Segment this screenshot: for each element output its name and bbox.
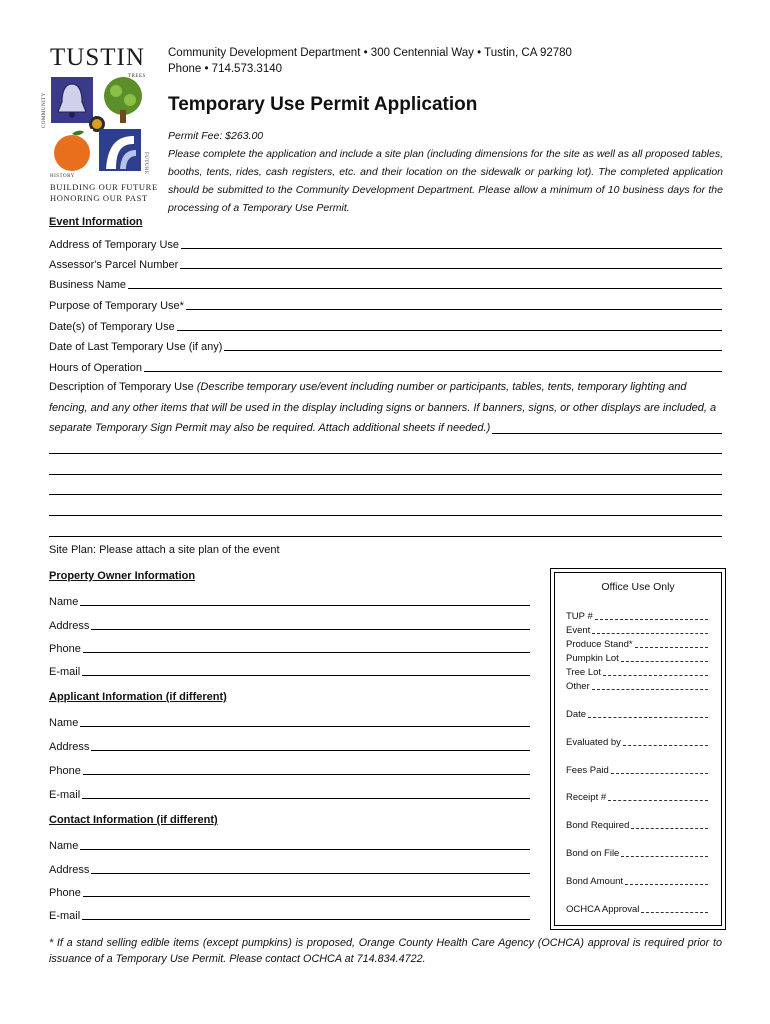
department-phone: Phone • 714.573.3140 <box>168 63 283 75</box>
office-line[interactable] <box>621 661 708 662</box>
office-label: Pumpkin Lot <box>566 653 619 664</box>
office-other[interactable] <box>566 679 708 692</box>
applicant-phone-field[interactable] <box>49 761 530 777</box>
office-line[interactable] <box>595 619 708 620</box>
logo-future: FUTURE <box>143 152 148 175</box>
field-label: Name <box>49 717 79 729</box>
field-line[interactable] <box>82 798 530 799</box>
field-line[interactable] <box>83 896 530 897</box>
description-of-temporary-use <box>49 377 724 439</box>
contact-email-field[interactable] <box>49 906 530 922</box>
field-label: Phone <box>49 643 81 655</box>
field-line[interactable] <box>180 268 722 269</box>
field-line[interactable] <box>83 652 530 653</box>
field-label: Name <box>49 596 79 608</box>
office-bond-amount[interactable] <box>566 874 708 887</box>
office-line[interactable] <box>608 800 708 801</box>
applicant-heading: Applicant Information (if different) <box>49 691 227 703</box>
description-line[interactable] <box>49 474 722 475</box>
field-line[interactable] <box>91 750 530 751</box>
contact-phone-field[interactable] <box>49 883 530 899</box>
field-purpose-of-temporary-use[interactable] <box>49 296 722 312</box>
field-address-of-temporary-use[interactable] <box>49 235 722 251</box>
field-date-of-last-temporary-use[interactable] <box>49 337 722 353</box>
field-line[interactable] <box>177 330 722 331</box>
description-line[interactable] <box>49 515 722 516</box>
field-label: Hours of Operation <box>49 362 142 374</box>
ochca-footnote: * If a stand selling edible items (except pumpkins) is proposed, Orange County Health Care Agency (OCHCA) approval is required prior to issuance of a Temporary Use Permit. Please contact OCHCA at 714.834.4722. <box>49 937 722 965</box>
office-label: Tree Lot <box>566 667 602 678</box>
office-label: TUP # <box>566 611 593 622</box>
field-label: Phone <box>49 887 81 899</box>
logo-history: HISTORY <box>50 174 75 179</box>
description-help: (Describe temporary use/event including number or participants, tables, tents, temporary lighting and fencing, and any other items that will be used in the display including signs or banners. If banners, signs, or other displays are included, a separate Temporary Sign Permit may also be required. Attach additional sheets if needed.) <box>49 381 717 434</box>
office-event[interactable] <box>566 623 708 636</box>
description-label: Description of Temporary Use <box>49 381 194 393</box>
office-line[interactable] <box>623 745 708 746</box>
applicant-name-field[interactable] <box>49 713 530 729</box>
field-label: Assessor's Parcel Number <box>49 259 179 271</box>
field-line[interactable] <box>80 849 530 850</box>
field-label: E-mail <box>49 666 81 678</box>
applicant-email-field[interactable] <box>49 785 530 801</box>
event-info-heading: Event Information <box>49 216 143 228</box>
field-dates-of-temporary-use[interactable] <box>49 317 722 333</box>
logo-community: COMMUNITY <box>42 92 47 128</box>
office-label: Evaluated by <box>566 737 621 748</box>
field-label: Purpose of Temporary Use* <box>49 300 184 312</box>
page-title: Temporary Use Permit Application <box>168 94 478 115</box>
description-line[interactable] <box>49 536 722 537</box>
contact-heading: Contact Information (if different) <box>49 814 218 826</box>
department-address: Community Development Department • 300 Centennial Way • Tustin, CA 92780 <box>168 47 572 59</box>
office-label: Event <box>566 625 591 636</box>
office-tup-number[interactable] <box>566 609 708 622</box>
field-line[interactable] <box>82 675 530 676</box>
field-label: E-mail <box>49 910 81 922</box>
field-line[interactable] <box>82 919 530 920</box>
office-label: Bond on File <box>566 848 620 859</box>
office-line[interactable] <box>635 647 708 648</box>
office-label: Other <box>566 681 590 692</box>
property-owner-heading: Property Owner Information <box>49 570 196 582</box>
description-line[interactable] <box>49 453 722 454</box>
office-line[interactable] <box>611 773 708 774</box>
office-line[interactable] <box>592 689 708 690</box>
field-hours-of-operation[interactable] <box>49 358 722 374</box>
office-use-title: Office Use Only <box>601 581 675 593</box>
field-line[interactable] <box>91 873 530 874</box>
field-assessors-parcel-number[interactable] <box>49 255 722 271</box>
logo-tagline-1: BUILDING OUR FUTURE <box>50 182 158 192</box>
field-line[interactable] <box>128 288 722 289</box>
office-label: Fees Paid <box>566 765 609 776</box>
office-receipt-number[interactable] <box>566 790 708 803</box>
field-line[interactable] <box>91 629 530 630</box>
office-label: Date <box>566 709 587 720</box>
office-line[interactable] <box>592 633 708 634</box>
field-label: Address of Temporary Use <box>49 239 180 251</box>
field-line[interactable] <box>224 350 722 351</box>
office-line[interactable] <box>603 675 708 676</box>
tustin-logo <box>42 44 158 204</box>
owner-email-field[interactable] <box>49 662 530 678</box>
office-label: Bond Required <box>566 820 630 831</box>
field-line[interactable] <box>181 248 722 249</box>
office-line[interactable] <box>631 828 708 829</box>
office-pumpkin-lot[interactable] <box>566 651 708 664</box>
office-bond-on-file[interactable] <box>566 846 708 859</box>
office-label: Receipt # <box>566 792 607 803</box>
logo-trees: TREES <box>128 74 146 79</box>
office-evaluated-by[interactable] <box>566 735 708 748</box>
office-bond-required[interactable] <box>566 818 708 831</box>
office-label: Bond Amount <box>566 876 624 887</box>
office-label: Produce Stand* <box>566 639 633 650</box>
office-line[interactable] <box>641 912 708 913</box>
office-produce-stand[interactable] <box>566 637 708 650</box>
field-label: Address <box>49 741 90 753</box>
field-line[interactable] <box>83 774 530 775</box>
office-date[interactable] <box>566 707 708 720</box>
field-label: E-mail <box>49 789 81 801</box>
field-label: Address <box>49 864 90 876</box>
contact-address-field[interactable] <box>49 860 530 876</box>
permit-fee: Permit Fee: $263.00 <box>168 130 264 142</box>
office-ochca-approval[interactable] <box>566 902 708 915</box>
field-line[interactable] <box>80 726 530 727</box>
logo-tagline-2: HONORING OUR PAST <box>50 193 148 203</box>
field-line[interactable] <box>144 371 722 372</box>
field-line[interactable] <box>80 605 530 606</box>
field-label: Date of Last Temporary Use (if any) <box>49 341 223 353</box>
site-plan-note: Site Plan: Please attach a site plan of the event <box>49 544 280 556</box>
field-label: Business Name <box>49 279 127 291</box>
office-tree-lot[interactable] <box>566 665 708 678</box>
office-line[interactable] <box>621 856 708 857</box>
owner-phone-field[interactable] <box>49 639 530 655</box>
contact-name-field[interactable] <box>49 836 530 852</box>
logo-name: TUSTIN <box>50 44 145 71</box>
logo-emblem-icon <box>44 74 150 180</box>
field-line[interactable] <box>186 309 722 310</box>
office-use-inner <box>554 572 722 926</box>
office-use-box <box>550 568 726 930</box>
owner-address-field[interactable] <box>49 616 530 632</box>
intro-instructions: Please complete the application and include a site plan (including dimensions for the site as well as all proposed tables, booths, tents, rides, cash registers, etc. and their location on the sidewalk or parking lot). The completed application should be submitted to the Community Development Department. Please allow a minimum of 10 business days for the processing of a Temporary Use Permit. <box>168 148 723 214</box>
description-line[interactable] <box>492 433 722 434</box>
owner-name-field[interactable] <box>49 592 530 608</box>
description-line[interactable] <box>49 494 722 495</box>
office-line[interactable] <box>625 884 708 885</box>
field-label: Address <box>49 620 90 632</box>
field-label: Phone <box>49 765 81 777</box>
office-fees-paid[interactable] <box>566 763 708 776</box>
field-label: Name <box>49 840 79 852</box>
field-business-name[interactable] <box>49 275 722 291</box>
office-line[interactable] <box>588 717 708 718</box>
office-label: OCHCA Approval <box>566 904 640 915</box>
applicant-address-field[interactable] <box>49 737 530 753</box>
field-label: Date(s) of Temporary Use <box>49 321 175 333</box>
